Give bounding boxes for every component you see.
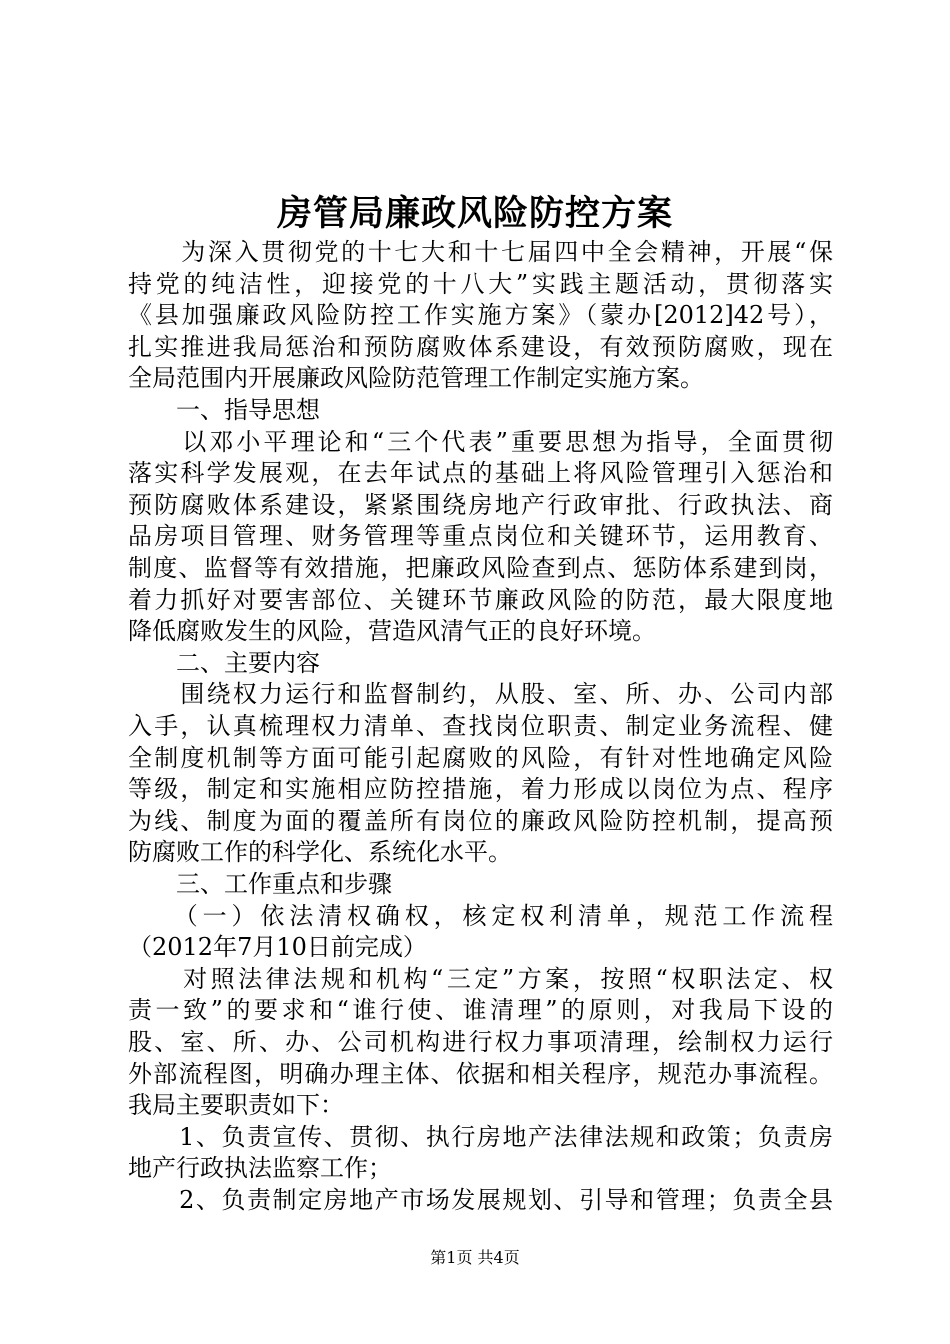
text-line: 为深入贯彻党的十七大和十七届四中全会精神，开展“保 [128, 238, 833, 266]
text-line: 持党的纯洁性，迎接党的十八大”实践主题活动，贯彻落实 [128, 269, 833, 298]
text-line: 扎实推进我局惩治和预防腐败体系建设，有效预防腐败，现在 [128, 332, 833, 361]
page-footer: 第1页 共4页 [430, 1248, 520, 1267]
text-line: 预防腐败体系建设，紧紧围绕房地产行政审批、行政执法、商 [128, 490, 833, 519]
text-line: 全制度机制等方面可能引起腐败的风险，有针对性地确定风险 [128, 743, 833, 772]
text-line: 为线、制度为面的覆盖所有岗位的廉政风险防控机制，提高预 [128, 806, 833, 835]
text-line: 防腐败工作的科学化、系统化水平。 [128, 838, 512, 867]
text-line: 制度、监督等有效措施，把廉政风险查到点、惩防体系建到岗， [128, 554, 833, 582]
text-line: （2012年7月10日前完成） [128, 933, 427, 962]
text-line: 外部流程图，明确办理主体、依据和相关程序，规范办事流程。 [128, 1059, 833, 1088]
text-line: 对照法律法规和机构“三定”方案，按照“权职法定、权 [128, 964, 833, 993]
text-line: 我局主要职责如下： [128, 1091, 344, 1120]
text-line: 等级，制定和实施相应防控措施，着力形成以岗位为点、程序 [128, 775, 833, 804]
text-line: 《县加强廉政风险防控工作实施方案》（蒙办[2012]42号）， [128, 301, 833, 330]
text-line: 二、主要内容 [128, 648, 320, 677]
text-line: 以邓小平理论和“三个代表”重要思想为指导，全面贯彻 [128, 427, 833, 456]
text-line: 1、负责宣传、贯彻、执行房地产法律法规和政策；负责房 [128, 1122, 833, 1151]
text-line: 责一致”的要求和“谁行使、谁清理”的原则，对我局下设的 [128, 996, 833, 1025]
text-line: 品房项目管理、财务管理等重点岗位和关键环节，运用教育、 [128, 522, 833, 551]
text-line: 三、工作重点和步骤 [128, 870, 392, 898]
text-line: 全局范围内开展廉政风险防范管理工作制定实施方案。 [128, 364, 704, 393]
text-line: 地产行政执法监察工作； [128, 1154, 392, 1183]
text-line: 股、室、所、办、公司机构进行权力事项清理，绘制权力运行 [128, 1028, 833, 1056]
text-line: 落实科学发展观，在去年试点的基础上将风险管理引入惩治和 [128, 459, 833, 488]
page-title: 房管局廉政风险防控方案 [276, 193, 673, 234]
text-line: 入手，认真梳理权力清单、查找岗位职责、制定业务流程、健 [128, 712, 833, 740]
text-line: 着力抓好对要害部位、关键环节廉政风险的防范，最大限度地 [128, 585, 833, 614]
text-line: 2、负责制定房地产市场发展规划、引导和管理；负责全县 [128, 1186, 833, 1214]
text-line: （一）依法清权确权，核定权利清单，规范工作流程 [128, 901, 833, 930]
text-line: 围绕权力运行和监督制约，从股、室、所、办、公司内部 [128, 680, 833, 709]
text-line: 降低腐败发生的风险，营造风清气正的良好环境。 [128, 617, 656, 646]
text-line: 一、指导思想 [128, 396, 320, 424]
